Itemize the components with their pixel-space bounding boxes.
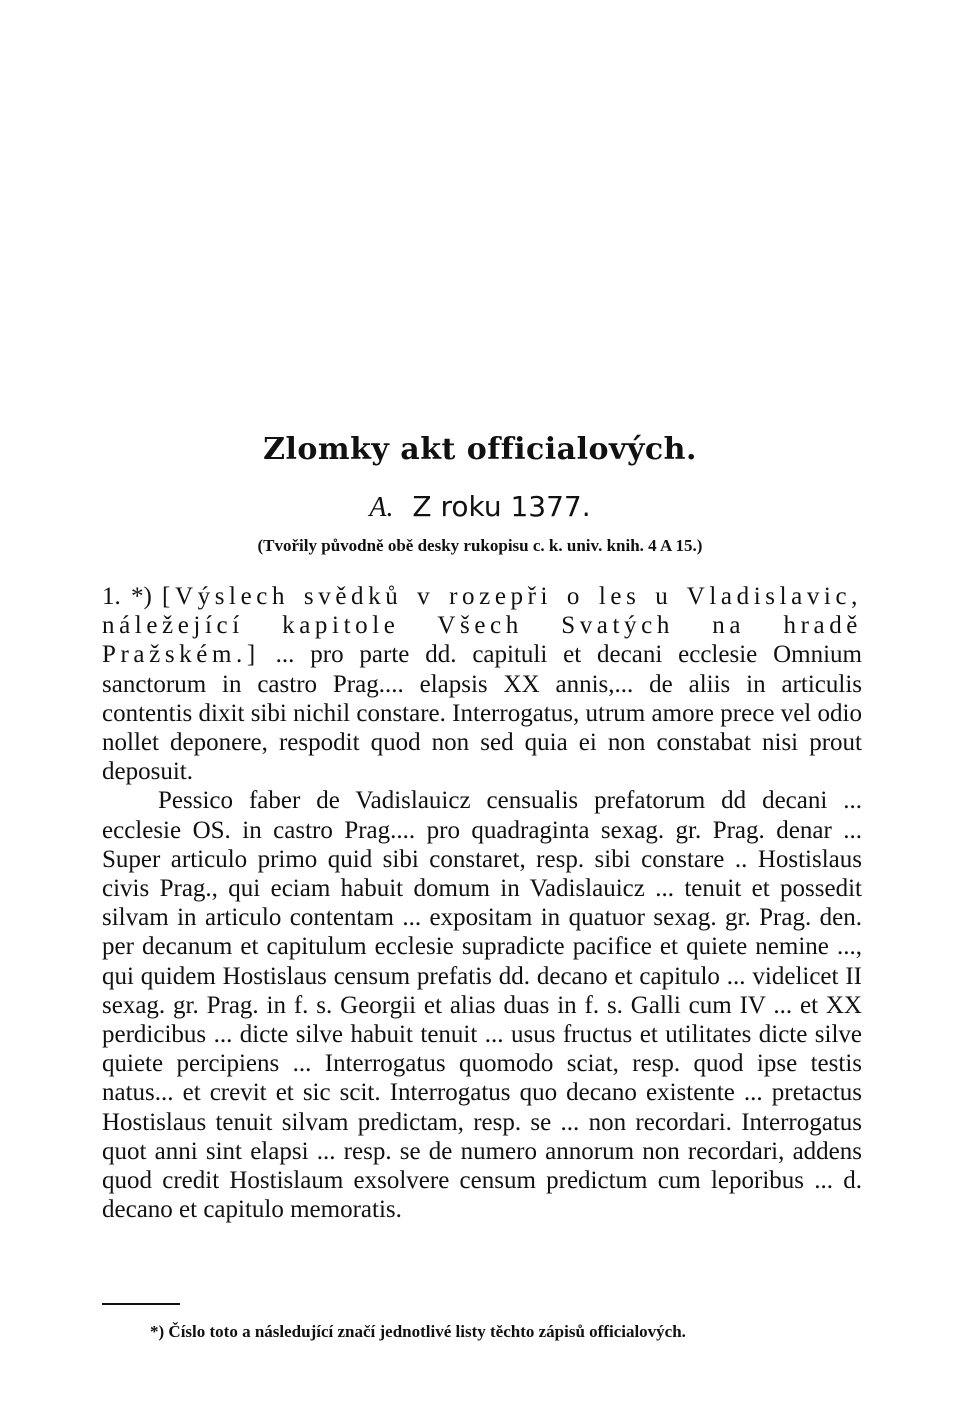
- source-note: (Tvořily původně obě desky rukopisu c. k. univ. knih. 4 A 15.): [257, 536, 703, 555]
- footnote-divider: [102, 1303, 180, 1305]
- document-body: [102, 582, 862, 1224]
- entry-text-1: ... pro parte dd. capituli et decani ecclesie Omnium sanctorum in castro Prag.... elapsis XX annis,... de aliis in articulis contentis dixit sibi nichil constare. Interrogatus, utrum amore prece vel odio nollet deponere, respodit quod non sed quia ei non constabat nisi prout deposuit.: [102, 641, 862, 786]
- footnote: *) Číslo toto a následující značí jednotlivé listy těchto zápisů officialových.: [150, 1322, 686, 1341]
- entry-paragraph-1: [102, 582, 862, 786]
- section-year-heading: Z roku 1377.: [412, 490, 591, 523]
- page-title: Zlomky akt officialových.: [263, 432, 697, 467]
- section-letter: A.: [369, 492, 394, 523]
- entry-paragraph-2: Pessico faber de Vadislauicz censualis prefatorum dd decani ... ecclesie OS. in castro Prag.... pro quadraginta sexag. gr. Prag. denar ... Super articulo primo quid sibi constaret, resp. sibi constare .. Hostislaus civis Prag., qui eciam habuit domum in Vadislauicz ... tenuit et possedit silvam in articulo contentam ... expositam in quatuor sexag. gr. Prag. den. per decanum et capitulum ecclesie supradicte pacifice et quiete nemine ..., qui quidem Hostislaus censum prefatis dd. decano et capitulo ... videlicet II sexag. gr. Prag. in f. s. Georgii et alias duas in f. s. Galli cum IV ... et XX perdicibus ... dicte silve habuit tenuit ... usus fructus et utilitates dicte silve quiete percipiens ... Interrogatus quomodo sciat, resp. quod ipse testis natus... et crevit et sic scit. Interrogatus quo decano existente ... pretactus Hostislaus tenuit silvam predictam, resp. se ... non recordari. Interrogatus quot anni sint elapsi ... resp. se de numero annorum non recordari, addens quod credit Hostislaum exsolvere censum predictum cum leporibus ... d. decano et capitulo memoratis.: [102, 787, 862, 1224]
- entry-number: 1. *): [102, 583, 152, 610]
- section-heading: [0, 490, 960, 524]
- entry-heading: [Výslech svědků v rozepři o les u Vladislavic, náležející kapitole Všech Svatých na hradě Pražském.]: [102, 583, 863, 669]
